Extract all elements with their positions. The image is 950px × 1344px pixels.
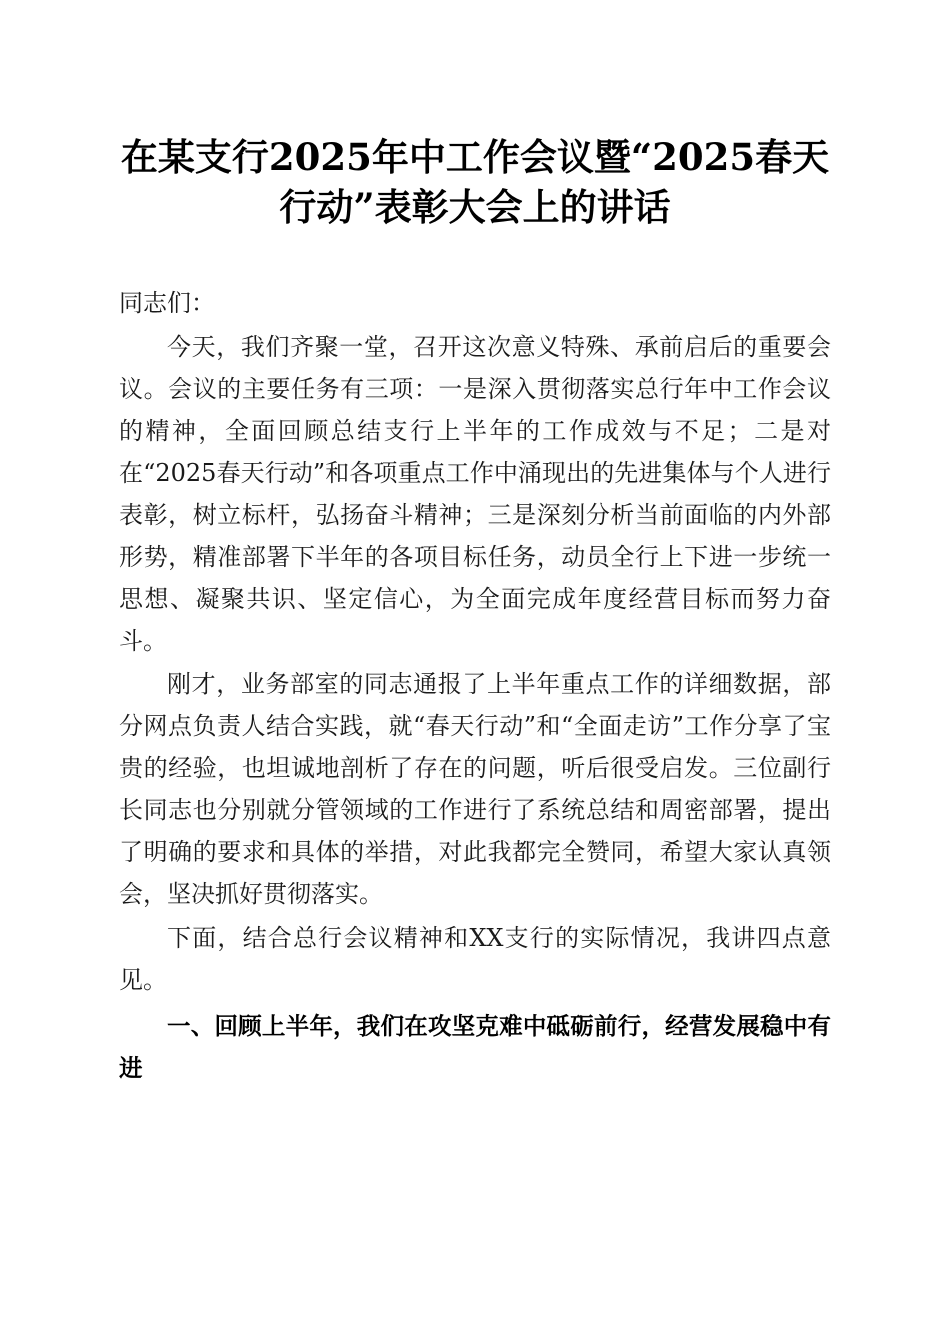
paragraph-transition: 下面，结合总行会议精神和XX支行的实际情况，我讲四点意见。 [119, 923, 831, 994]
salutation: 同志们： [119, 289, 215, 317]
paragraph-review: 刚才，业务部室的同志通报了上半年重点工作的详细数据，部分网点负责人结合实践，就“春天行动”和“全面走访”工作分享了宝贵的经验，也坦诚地剖析了存在的问题，听后很受启发。三位副行长同志也分别就分管领域的工作进行了系统总结和周密部署，提出了明确的要求和具体的举措，对此我都完全赞同，希望大家认真领会，坚决抓好贯彻落实。 [119, 670, 831, 908]
document-title: 在某支行2025年中工作会议暨“2025春天行动”表彰大会上的讲话 [120, 135, 830, 229]
document-body [119, 282, 831, 1090]
paragraph-opening: 今天，我们齐聚一堂，召开这次意义特殊、承前启后的重要会议。会议的主要任务有三项：一是深入贯彻落实总行年中工作会议的精神，全面回顾总结支行上半年的工作成效与不足；二是对在“2025春天行动”和各项重点工作中涌现出的先进集体与个人进行表彰，树立标杆，弘扬奋斗精神；三是深刻分析当前面临的内外部形势，精准部署下半年的各项目标任务，动员全行上下进一步统一思想、凝聚共识、坚定信心，为全面完成年度经营目标而努力奋斗。 [119, 332, 831, 655]
section-heading: 一、回顾上半年，我们在攻坚克难中砥砺前行，经营发展稳中有进 [119, 1011, 831, 1082]
